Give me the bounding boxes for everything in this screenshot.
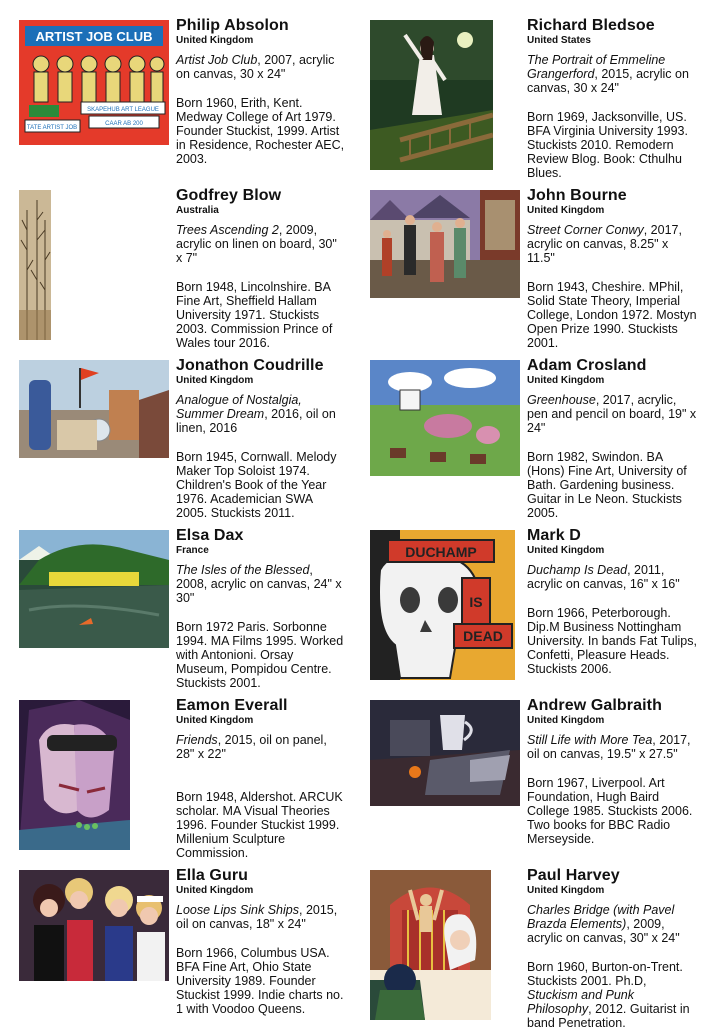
- artwork-details: , 2015, oil on canvas, 18" x 24": [176, 903, 338, 931]
- book-title: Stuckism and Punk Philosophy: [527, 988, 634, 1016]
- artist-country: France: [176, 545, 209, 556]
- painting-artist-job-club: [19, 20, 169, 145]
- painting-greenhouse: [370, 360, 520, 476]
- artwork-details: , 2009, acrylic on linen on board, 30" x 7": [176, 223, 337, 265]
- artwork-title: The Portrait of Emmeline Grangerford: [527, 53, 666, 81]
- artist-bio: Born 1960, Erith, Kent. Medway College of Art 1979. Founder Stuckist, 1999. Artist in Residence, Rochester AEC, 2003.: [176, 96, 345, 166]
- painting-sign-text-1: SKAPEHUB ART LEAGUE: [87, 107, 159, 113]
- painting-word-1: DUCHAMP: [405, 544, 477, 560]
- painting-still-life-with-more-tea: [370, 700, 520, 806]
- artwork-title: Analogue of Nostalgia, Summer Dream: [176, 393, 302, 421]
- artwork-title: Friends: [176, 733, 218, 747]
- artwork-info: [176, 903, 346, 931]
- artwork-details: , 2009, acrylic on canvas, 30" x 24": [527, 917, 680, 945]
- artist-country: United Kingdom: [176, 715, 254, 726]
- artist-country: United Kingdom: [527, 205, 605, 216]
- painting-sign-text-3: TATE ARTIST JOB: [26, 125, 78, 131]
- artist-entry-mark-d: [370, 527, 710, 690]
- artwork-title: Charles Bridge (with Pavel Brazda Elements): [527, 903, 675, 931]
- artwork-details: , 2017, oil on canvas, 19.5" x 27.5": [527, 733, 691, 761]
- artwork-details: , 2007, acrylic on canvas, 30 x 24": [176, 53, 335, 81]
- artwork-details: , 2011, acrylic on canvas, 16" x 16": [527, 563, 680, 591]
- artist-name: Jonathon Coudrille: [176, 357, 324, 374]
- artwork-info: [527, 223, 697, 265]
- artist-name: Eamon Everall: [176, 697, 288, 714]
- artwork-details: , 2017, acrylic on canvas, 8.25" x 11.5": [527, 223, 682, 265]
- artwork-title: Still Life with More Tea: [527, 733, 653, 747]
- artwork-details: , 2016, oil on linen, 2016: [176, 407, 336, 435]
- artwork-info: [527, 733, 697, 761]
- artwork-title: Loose Lips Sink Ships: [176, 903, 299, 917]
- painting-word-3: DEAD: [463, 628, 503, 644]
- artist-entry-adam-crosland: [370, 357, 710, 520]
- artwork-title: Trees Ascending 2: [176, 223, 279, 237]
- artwork-info: [176, 563, 346, 605]
- artist-name: Mark D: [527, 527, 581, 544]
- painting-isles-of-the-blessed: [19, 530, 169, 648]
- artist-bio: Born 1948, Lincolnshire. BA Fine Art, Sheffield Hallam University 1971. Stuckists 2003. Commission Prince of Wales tour 2016.: [176, 280, 333, 350]
- artwork-title: Duchamp Is Dead: [527, 563, 628, 577]
- painting-portrait-of-emmeline-grangerford: [370, 20, 493, 170]
- artwork-title: The Isles of the Blessed: [176, 563, 310, 577]
- artist-bio-text: Born 1960, Burton-on-Trent. Stuckists 2001. Ph.D,: [527, 960, 683, 988]
- artist-name: Adam Crosland: [527, 357, 647, 374]
- artist-bio: Born 1945, Cornwall. Melody Maker Top Soloist 1974. Children's Book of the Year 1976. Academician SWA 2005. Stuckists 2011.: [176, 450, 337, 520]
- artwork-info: [176, 733, 346, 761]
- painting-analogue-of-nostalgia: [19, 360, 169, 458]
- artist-name: Godfrey Blow: [176, 187, 282, 204]
- artwork-info: [527, 393, 697, 435]
- artwork-title: Artist Job Club: [176, 53, 258, 67]
- artist-bio: Born 1943, Cheshire. MPhil, Solid State Theory, Imperial College, London 1972. Mostyn Open Prize 1990. Stuckists 2001.: [527, 280, 697, 350]
- artist-bio: Born 1969, Jacksonville, US. BFA Virginia University 1993. Stuckists 2010. Remodern Review Blog. Book: Cthulhu Blues.: [527, 110, 688, 180]
- artwork-info: [176, 393, 346, 435]
- artist-name: Richard Bledsoe: [527, 17, 655, 34]
- painting-word-2: IS: [469, 594, 483, 610]
- artist-country: United States: [527, 35, 591, 46]
- artwork-info: [527, 903, 697, 945]
- artwork-details: , 2015, acrylic on canvas, 30 x 24": [527, 67, 689, 95]
- artist-entry-richard-bledsoe: [370, 17, 710, 180]
- artwork-info: [176, 53, 346, 81]
- artist-country: United Kingdom: [527, 715, 605, 726]
- painting-street-corner-conwy: [370, 190, 520, 298]
- artwork-details: , 2017, acrylic, pen and pencil on board, 19" x 24": [527, 393, 697, 435]
- artist-entry-philip-absolon: [19, 17, 359, 180]
- artist-entry-eamon-everall: [19, 697, 359, 860]
- artist-country: United Kingdom: [176, 885, 254, 896]
- artwork-details: , 2008, acrylic on canvas, 24" x 30": [176, 563, 342, 605]
- artist-entry-ella-guru: [19, 867, 359, 1030]
- artwork-title: Street Corner Conwy: [527, 223, 644, 237]
- artist-name: Philip Absolon: [176, 17, 289, 34]
- artist-name: Andrew Galbraith: [527, 697, 662, 714]
- artwork-details: , 2015, oil on panel, 28" x 22": [176, 733, 327, 761]
- artist-entry-paul-harvey: [370, 867, 710, 1030]
- artist-bio: Born 1982, Swindon. BA (Hons) Fine Art, University of Bath. Gardening business. Guitar in Le Neon. Stuckists 2005.: [527, 450, 687, 520]
- artist-country: United Kingdom: [176, 375, 254, 386]
- artwork-info: [527, 53, 697, 95]
- artist-bio: Born 1966, Columbus USA. BFA Fine Art, Ohio State University 1989. Founder Stuckist 1999. Indie charts no. 1 with Voodoo Queens.: [176, 946, 344, 1016]
- artist-country: Australia: [176, 205, 219, 216]
- artist-bio: Born 1948, Aldershot. ARCUK scholar. MA Visual Theories 1996. Founder Stuckist 1999. Millenium Sculpture Commission.: [176, 790, 343, 860]
- painting-charles-bridge: [370, 870, 491, 1020]
- painting-loose-lips-sink-ships: [19, 870, 169, 981]
- artist-country: United Kingdom: [527, 375, 605, 386]
- artist-name: Ella Guru: [176, 867, 249, 884]
- artwork-info: [527, 563, 697, 591]
- painting-sign-text-2: CAAR AB 200: [105, 121, 143, 127]
- artist-bio-text-end: , 2012. Guitarist in band Penetration.: [527, 1002, 690, 1030]
- artist-bio: Born 1966, Peterborough. Dip.M Business Nottingham University. In bands Fat Tulips, Confetti, Pleasure Heads. Stuckists 2006.: [527, 606, 697, 676]
- artist-name: Paul Harvey: [527, 867, 620, 884]
- artist-bio: Born 1972 Paris. Sorbonne 1994. MA Films 1995. Worked with Antonioni. Orsay Museum, Pompidou Centre. Stuckists 2001.: [176, 620, 344, 690]
- artist-bio: [527, 960, 697, 1030]
- artist-entry-godfrey-blow: [19, 187, 359, 350]
- artist-country: United Kingdom: [176, 35, 254, 46]
- artist-entry-andrew-galbraith: [370, 697, 710, 860]
- artist-entry-john-bourne: [370, 187, 710, 350]
- artist-country: United Kingdom: [527, 885, 605, 896]
- painting-banner-text: ARTIST JOB CLUB: [35, 29, 153, 44]
- artist-name: Elsa Dax: [176, 527, 244, 544]
- artwork-info: [176, 223, 346, 265]
- artwork-title: Greenhouse: [527, 393, 596, 407]
- artist-country: United Kingdom: [527, 545, 605, 556]
- artist-bio: Born 1967, Liverpool. Art Foundation, Hugh Baird College 1985. Stuckists 2006. Two books for BBC Radio Merseyside.: [527, 776, 693, 846]
- artist-entry-elsa-dax: [19, 527, 359, 690]
- painting-duchamp-is-dead: [370, 530, 515, 680]
- artist-entry-jonathon-coudrille: [19, 357, 359, 520]
- artist-name: John Bourne: [527, 187, 627, 204]
- painting-friends: [19, 700, 130, 850]
- painting-trees-ascending-2: [19, 190, 51, 340]
